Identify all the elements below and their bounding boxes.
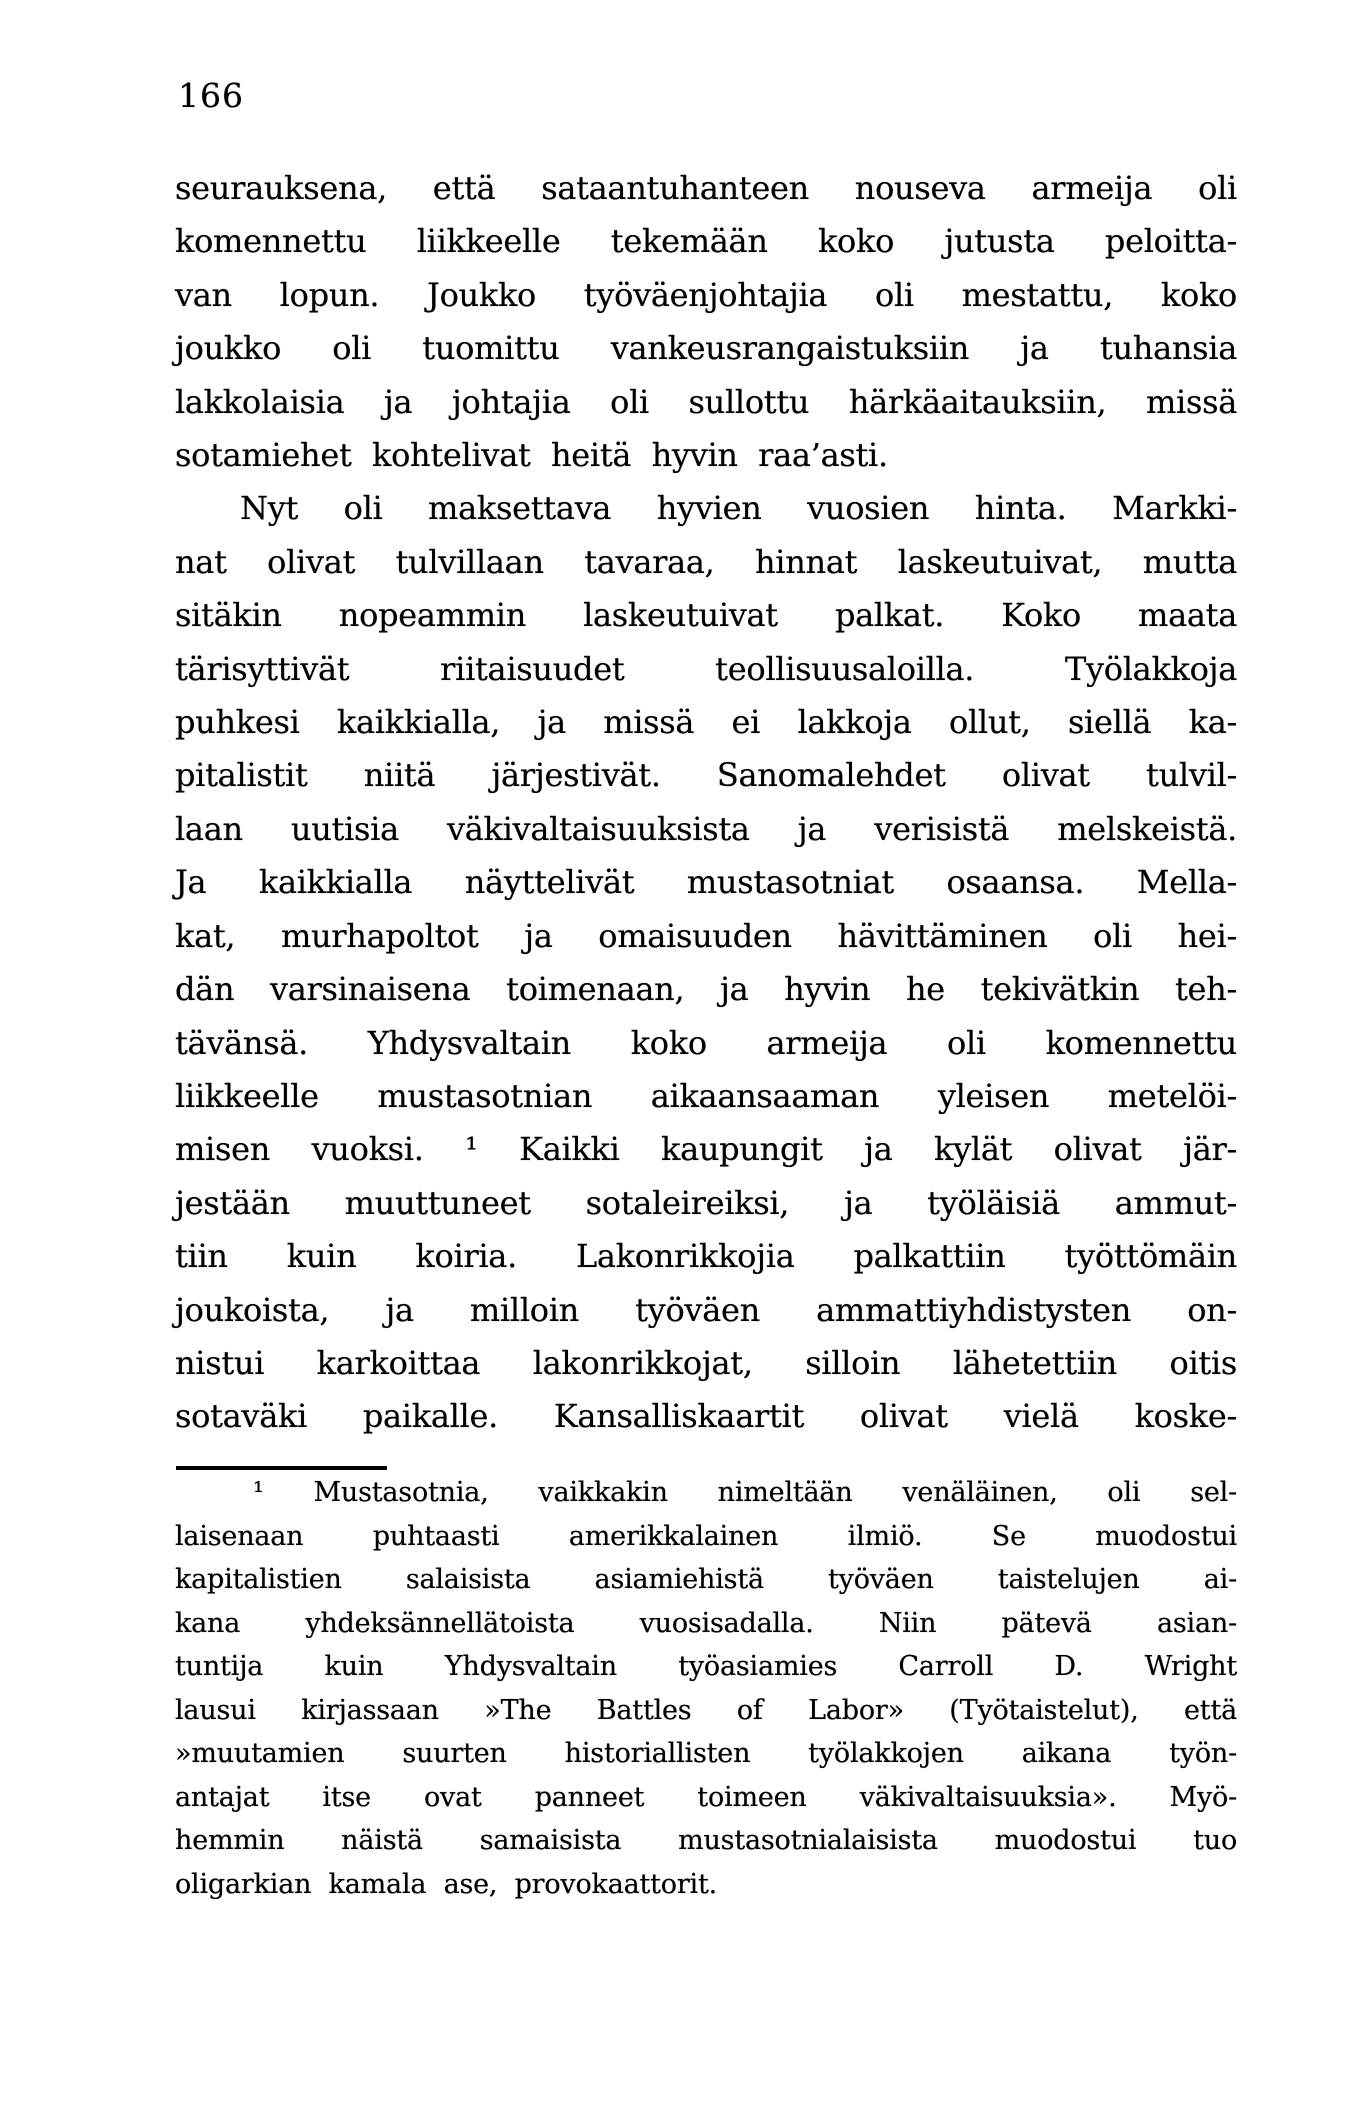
footnote-line: kana yhdeksännellätoista vuosisadalla. Niin pätevä asian- xyxy=(175,1607,1237,1639)
page-number: 166 xyxy=(178,76,244,115)
body-line: seurauksena, että sataantuhanteen nouseva armeija oli xyxy=(175,169,1237,207)
body-line: laan uutisia väkivaltaisuuksista ja verisistä melskeistä. xyxy=(175,809,1237,848)
footnote-separator-rule xyxy=(176,1466,387,1470)
body-line: tiin kuin koiria. Lakonrikkojia palkattiin työttömäin xyxy=(175,1237,1237,1276)
footnote-line: laisenaan puhtaasti amerikkalainen ilmiö. Se muodostui xyxy=(175,1520,1237,1552)
footnote-line: tuntija kuin Yhdysvaltain työasiamies Carroll D. Wright xyxy=(175,1651,1237,1682)
footnote-line: lausui kirjassaan »The Battles of Labor» (Työtaistelut), että xyxy=(175,1694,1237,1726)
body-text-column xyxy=(175,162,1237,1444)
footnote-line: »muutamien suurten historiallisten työlakkojen aikana työn- xyxy=(175,1738,1237,1769)
body-line: tärisyttivät riitaisuudet teollisuusaloilla. Työlakkoja xyxy=(175,649,1237,688)
footnote-line: hemmin näistä samaisista mustasotnialaisista muodostui tuo xyxy=(175,1825,1237,1856)
body-line: liikkeelle mustasotnian aikaansaaman yleisen metelöi- xyxy=(175,1076,1237,1115)
footnote-line-last: oligarkian kamala ase, provokaattorit. xyxy=(175,1868,718,1900)
footnote-line-first: ¹ Mustasotnia, vaikkakin nimeltään venäläinen, oli sel- xyxy=(253,1477,1237,1508)
body-line: joukoista, ja milloin työväen ammattiyhdistysten on- xyxy=(175,1290,1237,1329)
footnote-line: antajat itse ovat panneet toimeen väkivaltaisuuksia». Myö- xyxy=(175,1781,1237,1813)
body-line: nistui karkoittaa lakonrikkojat, silloin lähetettiin oitis xyxy=(175,1343,1237,1382)
body-line: van lopun. Joukko työväenjohtajia oli mestattu, koko xyxy=(175,275,1237,314)
body-line: jestään muuttuneet sotaleireiksi, ja työläisiä ammut- xyxy=(175,1183,1237,1222)
body-line-paragraph-end: sotamiehet kohtelivat heitä hyvin raa’asti. xyxy=(175,436,888,475)
body-line: joukko oli tuomittu vankeusrangaistuksiin ja tuhansia xyxy=(175,329,1237,368)
body-line: kat, murhapoltot ja omaisuuden hävittäminen oli hei- xyxy=(175,916,1237,955)
body-line: tävänsä. Yhdysvaltain koko armeija oli komennettu xyxy=(175,1023,1237,1062)
body-line: lakkolaisia ja johtajia oli sullottu härkäaitauksiin, missä xyxy=(175,382,1237,421)
body-line: pitalistit niitä järjestivät. Sanomalehdet olivat tulvil- xyxy=(175,756,1237,795)
body-line-paragraph-start: Nyt oli maksettava hyvien vuosien hinta. Markki- xyxy=(240,489,1237,528)
body-line-with-footnote-marker: misen vuoksi. ¹ Kaikki kaupungit ja kylät olivat jär- xyxy=(175,1130,1237,1169)
body-line: Ja kaikkialla näyttelivät mustasotniat osaansa. Mella- xyxy=(175,863,1237,902)
body-line: puhkesi kaikkialla, ja missä ei lakkoja ollut, siellä ka- xyxy=(175,703,1237,742)
body-line: komennettu liikkeelle tekemään koko jutusta peloitta- xyxy=(175,222,1237,261)
body-line: dän varsinaisena toimenaan, ja hyvin he tekivätkin teh- xyxy=(175,970,1237,1009)
footnote-line: kapitalistien salaisista asiamiehistä työväen taistelujen ai- xyxy=(175,1564,1237,1595)
footnote-text-column xyxy=(175,1471,1237,1906)
body-line: nat olivat tulvillaan tavaraa, hinnat laskeutuivat, mutta xyxy=(175,542,1237,581)
body-line: sitäkin nopeammin laskeutuivat palkat. Koko maata xyxy=(175,596,1237,635)
body-line: sotaväki paikalle. Kansalliskaartit olivat vielä koske- xyxy=(175,1397,1237,1436)
